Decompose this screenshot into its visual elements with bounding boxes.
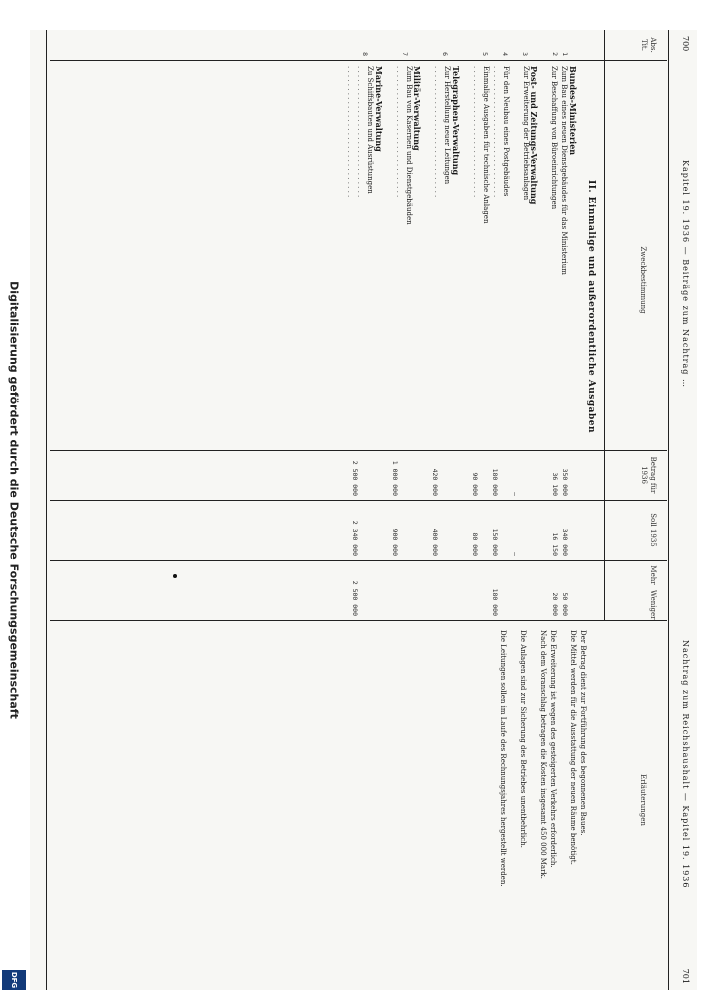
note-text: Die Mittel werden für die Ausstattung der neuen Räume benötigt. xyxy=(569,630,577,865)
note-text: Die Erweiterung ist wegen des gesteigerten Verkehrs erforderlich. xyxy=(549,630,557,868)
entry-text: Für den Neubau eines Postgebäudes xyxy=(502,66,510,197)
entry-number: 6 xyxy=(441,52,449,56)
entry-number: 1 xyxy=(561,52,569,56)
header-amount: Betrag für 1936 xyxy=(640,456,657,494)
entry-text: Zu Schiffsbauten und Ausrüstungen xyxy=(366,66,375,194)
entry-text: Zum Bau eines neuen Dienstgebäudes für das Ministerium xyxy=(560,66,569,275)
note-text: Der Betrag dient zur Fortführung des begonnenen Baues. xyxy=(579,630,587,836)
header-notes: Erläuterungen xyxy=(639,774,647,826)
amount-cell: 2 500 000 xyxy=(351,460,359,496)
bottom-rule xyxy=(46,30,47,990)
entry-number: 2 xyxy=(551,52,559,56)
entry-title: Bundes-Ministerien xyxy=(568,66,578,156)
entry-title: Telegraphen-Verwaltung xyxy=(451,66,461,176)
header-more: Mehr xyxy=(649,565,657,585)
entry-number: 3 xyxy=(521,52,529,56)
top-rule xyxy=(668,30,669,990)
running-head-right: Nachtrag zum Reichshaushalt — Kapitel 19. 1936 xyxy=(681,640,690,889)
note-text: Die Leitungen sollen im Laufe des Rechnungsjahres hergestellt werden. xyxy=(499,630,507,887)
entry-title: Post- und Zeitungs-Verwaltung xyxy=(529,66,540,205)
amount-cell: 36 100 xyxy=(551,472,559,496)
prev-amount-cell: — xyxy=(511,552,519,556)
amount-cell: 180 000 xyxy=(491,468,499,496)
column-rule xyxy=(50,560,667,561)
entry-text: Zur Beschaffung von Büroeinrichtungen xyxy=(550,66,559,210)
prev-amount-cell: 900 000 xyxy=(391,528,399,556)
entry-text: Einmalige Ausgaben für technische Anlagen xyxy=(482,66,490,224)
entry-number: 7 xyxy=(401,52,409,56)
note-text: Nach dem Voranschlag betragen die Kosten insgesamt 450 000 Mark. xyxy=(539,630,547,879)
amount-cell: 1 000 000 xyxy=(391,460,399,496)
more-cell: 2 500 000 xyxy=(351,580,359,616)
more-cell: 180 000 xyxy=(491,588,499,616)
column-rule xyxy=(50,620,667,621)
entry-text: Zur Erweiterung der Betriebsanlagen xyxy=(522,66,530,201)
prev-amount-cell: 150 000 xyxy=(491,528,499,556)
running-head-left: Kapitel 19. 1936 — Beiträge zum Nachtrag … xyxy=(681,160,690,388)
amount-cell: 350 000 xyxy=(561,468,569,496)
entry-title: Militär-Verwaltung xyxy=(412,66,423,151)
column-rule xyxy=(50,60,667,61)
entry-text: Zur Herstellung neuer Leitungen xyxy=(443,66,452,185)
notes-column xyxy=(497,630,587,980)
entries-list: Bundes-Ministerien Zum Bau eines neuen Dienstgebäudes für das Ministerium Zur Beschaffung von Büroeinrichtungen Post- und Zeitungs-Verwaltung Zur Erweiterung der Betriebsanlagen Für den Neubau eines Postgebäudes . . . . . . . . . . . . . . . . . . . . . . . . . . . . . . Einmalige Ausgaben für technische Anlagen . . . . . . . . . . . . . . . . . . . . . . . . . . . . . . Telegraphen-Verwaltung Zur Herstellung neuer Leitungen . . . . . . . . . . . . . . . . . . . . . . . . . . . . . . Militär-Verwaltung Zum Bau von Kasernen und Dienstgebäuden . . . . . . . . . . . . . . . . . . . . . . . . . . . . . . Marine-Verwaltung Zu Schiffsbauten und Ausrüstungen . . . . . . . . . . . . . . . . . . . . . . . . . . . . . . . . . . . . . . . . . . . . . . . . . . . . . . . . . . . . xyxy=(345,66,578,446)
entry-text: Zum Bau von Kasernen und Dienstgebäuden xyxy=(405,66,413,225)
column-rule xyxy=(50,500,667,501)
entry-number: 8 xyxy=(361,52,369,56)
amount-cell: 90 000 xyxy=(471,472,479,496)
watermark-text: Digitalisierung gefördert durch die Deutsche Forschungsgemeinschaft xyxy=(7,281,21,719)
prev-amount-cell: 340 000 xyxy=(561,528,569,556)
header-less: Weniger xyxy=(649,590,657,620)
amount-cell: — xyxy=(511,492,519,496)
section-title: II. Einmalige und außerordentliche Ausgaben xyxy=(586,180,596,434)
dfg-logo-icon: DFG xyxy=(2,970,26,990)
note-text: Die Anlagen sind zur Sicherung des Betriebes unentbehrlich. xyxy=(519,630,527,848)
header-abs: Abs. Tit. xyxy=(640,37,657,53)
page-content xyxy=(30,30,697,990)
column-rule xyxy=(50,450,667,451)
entry-title: Marine-Verwaltung xyxy=(374,66,384,152)
page-number-right: 701 xyxy=(681,968,690,984)
prev-amount-cell: 16 150 xyxy=(551,532,559,556)
prev-amount-cell: 400 000 xyxy=(431,528,439,556)
watermark-strip xyxy=(0,0,28,1000)
page-number-left: 700 xyxy=(681,36,690,52)
entry-number: 5 xyxy=(481,52,489,56)
ink-dot xyxy=(173,574,177,578)
scanned-page xyxy=(30,30,697,990)
amount-cell: 420 000 xyxy=(431,468,439,496)
header-purpose: Zweckbestimmung xyxy=(639,246,647,314)
entry-number: 4 xyxy=(501,52,509,56)
header-rule xyxy=(604,30,605,620)
prev-amount-cell: 80 000 xyxy=(471,532,479,556)
header-prev: Soll 1935 xyxy=(649,513,657,547)
more-cell: 20 000 xyxy=(551,592,559,616)
more-cell: 50 000 xyxy=(561,592,569,616)
prev-amount-cell: 2 340 000 xyxy=(351,520,359,556)
